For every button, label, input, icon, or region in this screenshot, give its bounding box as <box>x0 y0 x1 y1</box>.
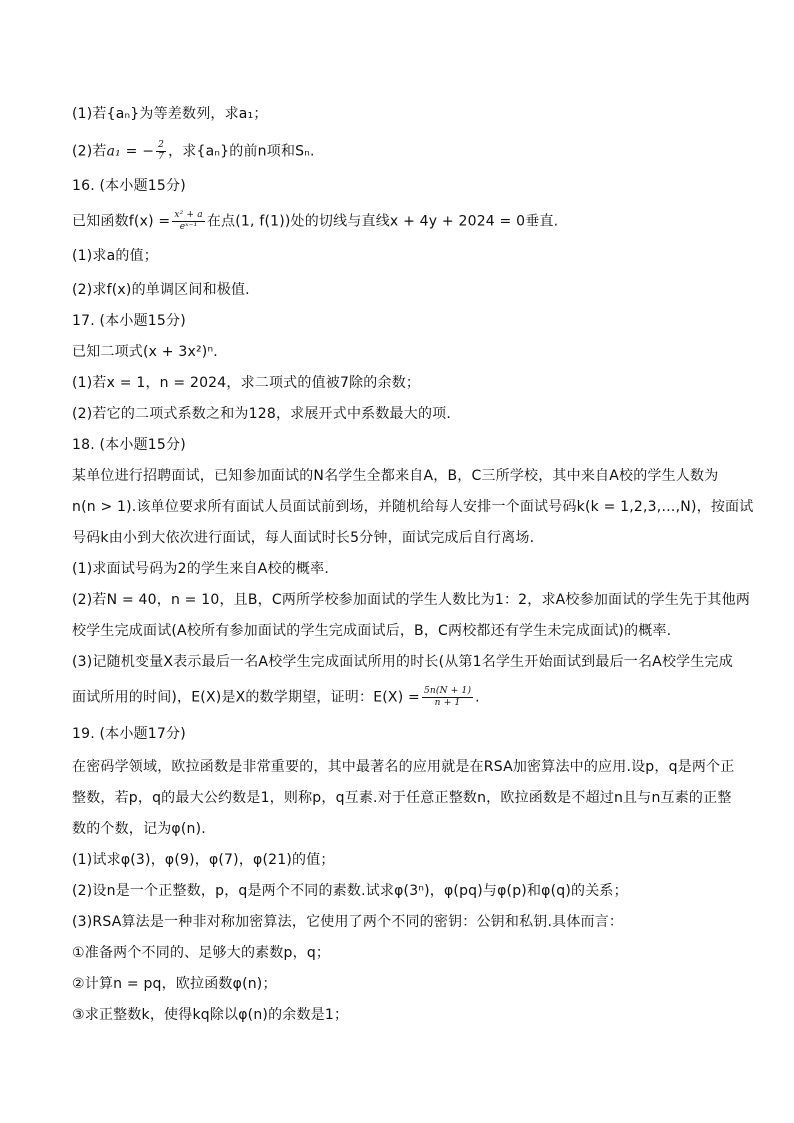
p16-part1: (1)求a的值； <box>72 248 159 264</box>
p17-stem: 已知二项式(x + 3x²)ⁿ. <box>72 344 218 360</box>
p15-part2 <box>72 140 734 163</box>
p17-part2: (2)若它的二项式系数之和为128，求展开式中系数最大的项. <box>72 406 452 422</box>
p18-frac-den: n + 1 <box>434 698 461 708</box>
p18-part3-line1: (3)记随机变量X表示最后一名A校学生完成面试所用的时长(从第1名学生开始面试到最后一名A校学生完成 <box>72 654 733 670</box>
p18-stem-line2: n(n > 1).该单位要求所有面试人员面试前到场，并随机给每人安排一个面试号码k(k = 1,2,3,…,N)，按面试 <box>72 499 754 515</box>
p19-stem-line2: 整数，若p，q的最大公约数是1，则称p，q互素.对于任意正整数n，欧拉函数是不超过n且与n互素的正整 <box>72 790 732 806</box>
p15-frac-num: 2 <box>158 140 165 150</box>
p18-fraction <box>422 686 473 709</box>
p18-header: 18. (本小题15分) <box>72 437 186 453</box>
p16-fraction <box>172 210 205 233</box>
p19-part2: (2)设n是一个正整数，p，q是两个不同的素数.试求φ(3ⁿ)，φ(pq)与φ(p)和φ(q)的关系； <box>72 883 628 899</box>
p18-part3-prefix: 面试所用的时间)，E(X)是X的数学期望，证明：E(X) = <box>72 689 420 706</box>
p18-part3-suffix: . <box>475 689 480 706</box>
p19-part3: (3)RSA算法是一种非对称加密算法，它使用了两个不同的密钥：公钥和私钥.具体而言： <box>72 914 624 930</box>
p18-stem-line3: 号码k由小到大依次进行面试，每人面试时长5分钟，面试完成后自行离场. <box>72 530 535 546</box>
p15-part1: (1)若{aₙ}为等差数列，求a₁； <box>72 106 268 122</box>
p19-stem-line3: 数的个数，记为φ(n). <box>72 821 206 837</box>
p16-stem-suffix: 在点(1, f(1))处的切线与直线x + 4y + 2024 = 0垂直. <box>206 213 559 230</box>
p19-step1: ①准备两个不同的、足够大的素数p，q； <box>72 945 331 961</box>
p16-part2: (2)求f(x)的单调区间和极值. <box>72 282 250 298</box>
p18-frac-num: 5n(N + 1) <box>423 686 472 696</box>
p15-fraction <box>156 140 166 163</box>
p15-part2-suffix: ，求{aₙ}的前n项和Sₙ. <box>168 143 315 160</box>
p18-part2-line2: 校学生完成面试(A校所有参加面试的学生完成面试后，B，C两校都还有学生未完成面试)的概率. <box>72 623 672 639</box>
p19-step2: ②计算n = pq，欧拉函数φ(n)； <box>72 976 277 992</box>
p16-frac-den: eˣ⁻¹ <box>179 222 198 232</box>
p18-part3-line2 <box>72 686 734 709</box>
p15-part2-prefix: (2)若 <box>72 143 107 160</box>
p19-part1: (1)试求φ(3)，φ(9)，φ(7)，φ(21)的值； <box>72 852 335 868</box>
p17-header: 17. (本小题15分) <box>72 313 186 329</box>
p19-header: 19. (本小题17分) <box>72 726 186 742</box>
p16-stem <box>72 210 734 233</box>
p15-part2-var: a₁ = − <box>106 143 155 160</box>
p19-step3: ③求正整数k，使得kq除以φ(n)的余数是1； <box>72 1007 349 1023</box>
p18-part1: (1)求面试号码为2的学生来自A校的概率. <box>72 561 329 577</box>
p15-frac-den: 7 <box>158 152 165 162</box>
p16-header: 16. (本小题15分) <box>72 178 186 194</box>
p16-stem-prefix: 已知函数f(x) = <box>72 213 171 230</box>
p16-frac-num: x² + a <box>174 210 203 220</box>
p18-stem-line1: 某单位进行招聘面试，已知参加面试的N名学生全都来自A，B，C三所学校，其中来自A校的学生人数为 <box>72 468 719 484</box>
p19-stem-line1: 在密码学领域，欧拉函数是非常重要的，其中最著名的应用就是在RSA加密算法中的应用.设p，q是两个正 <box>72 759 735 775</box>
p17-part1: (1)若x = 1，n = 2024，求二项式的值被7除的余数； <box>72 375 421 391</box>
p18-part2-line1: (2)若N = 40，n = 10，且B，C两所学校参加面试的学生人数比为1：2，求A校参加面试的学生先于其他两 <box>72 592 751 608</box>
